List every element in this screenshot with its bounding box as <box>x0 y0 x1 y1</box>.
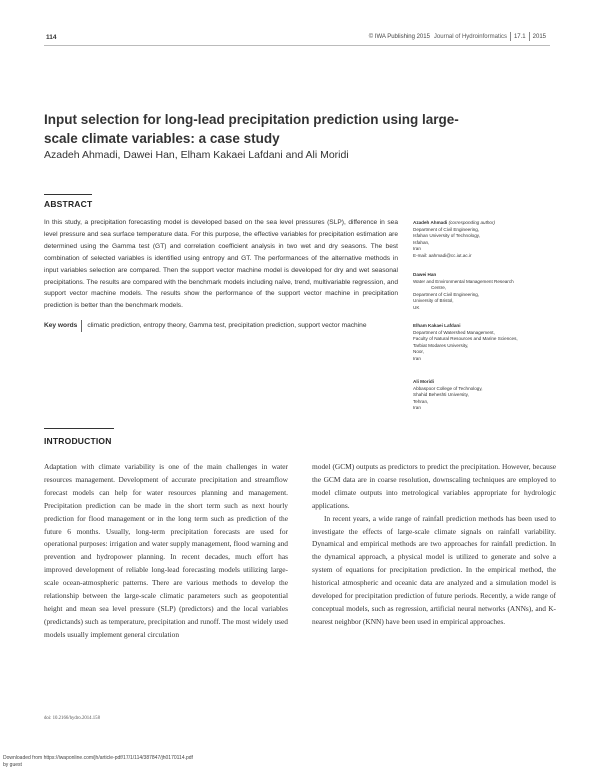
keywords-divider <box>81 320 82 332</box>
page-number: 114 <box>46 34 57 41</box>
affiliation-line: Department of Civil Engineering, <box>413 291 480 297</box>
affiliation-line: Shahid Beheshti University, <box>413 392 469 398</box>
affiliation-1 <box>413 220 563 260</box>
affiliation-line: Department of Civil Engineering, <box>413 226 480 232</box>
affiliation-line: Tarbiat Modares University, <box>413 342 469 348</box>
body-paragraph: Adaptation with climate variability is one of the main challenges in water resources management. Development of accurate precipitation and streamflow forecast models can help for water resources planning and management. Precipitation prediction can be made in the short term such as next hourly prediction for flood management or in the long term such as prediction of the future 6 months. Usually, long-term precipitation forecasts are used for operational purposes: irrigation and water supply management, flood warning and prevention and hydropower planning. In recent decades, much effort has improved development of reliable long-lead forecasting models utilizing large-scale ocean-atmospheric patterns. There are various methods to develop the relationship between the large-scale climatic parameters such as geopotential height and mean sea level pressure (SLP) (predictors) and the local variables (predictands) such as temperature, precipitation and runoff. The most widely used models usually implement general circulation <box>44 462 288 639</box>
affiliation-line: Centre, <box>431 285 447 291</box>
introduction-heading: INTRODUCTION <box>44 436 112 446</box>
affiliation-line: Iran <box>413 405 421 411</box>
journal-year: 2015 <box>532 33 546 40</box>
header-separator <box>510 32 511 41</box>
journal-header <box>369 32 546 41</box>
journal-volume: 17.1 <box>513 33 526 40</box>
affiliation-line: Faculty of Natural Resources and Marine Sciences, <box>413 336 518 342</box>
affiliation-line: Iran <box>413 355 421 361</box>
journal-name[interactable]: Journal of Hydroinformatics <box>433 33 507 40</box>
keywords-label: Key words <box>44 322 78 329</box>
download-note <box>3 755 193 768</box>
abstract-heading: ABSTRACT <box>44 199 93 209</box>
affiliation-line: Abbaspoor College of Technology, <box>413 385 483 391</box>
body-column-right <box>312 461 556 629</box>
affiliation-line: Isfahan University of Technology, <box>413 233 480 239</box>
download-guest: by guest <box>3 761 22 768</box>
body-paragraph: In recent years, a wide range of rainfall prediction methods has been used to investigate the effects of large-scale climate signals on rainfall variability. Dynamical and empirical methods are two approaches for rainfall prediction. In the dynamical approach, a physical model is utilized to generate and solve a system of equations for precipitation prediction. In the empirical method, the historical atmospheric and oceanic data are analyzed and a simulation model is developed for precipitation prediction of future periods. Recently, a wide range of conceptual models, such as regression, artificial neural networks (ANNs), and K-nearest neighbor (KNN) have been used in empirical approaches. <box>312 513 556 626</box>
body-column-left <box>44 461 288 642</box>
affiliation-line: Water and Environmental Management Research <box>413 278 514 284</box>
affiliation-name: Elham Kakaei Lafdani <box>413 323 461 328</box>
affiliation-line: Tehran, <box>413 398 429 404</box>
affiliation-line: Isfahan, <box>413 239 430 245</box>
copyright: © IWA Publishing 2015 <box>368 33 430 40</box>
affiliation-line: UK <box>413 304 420 310</box>
affiliation-4 <box>413 379 563 412</box>
affiliation-name: Dawei Han <box>413 272 437 277</box>
abstract-rule <box>44 194 92 195</box>
paper-title: Input selection for long-lead precipitation prediction using large-scale climate variables: a case study <box>44 112 459 146</box>
introduction-rule <box>44 428 114 429</box>
affiliation-role: (corresponding author) <box>448 220 496 225</box>
affiliation-email[interactable]: E-mail: aahmadi@cc.iut.ac.ir <box>413 252 472 258</box>
author-list: Azadeh Ahmadi, Dawei Han, Elham Kakaei Lafdani and Ali Moridi <box>44 149 349 161</box>
affiliation-line: Iran <box>413 246 421 252</box>
body-paragraph: model (GCM) outputs as predictors to predict the precipitation. However, because the GCM data are in coarse resolution, downscaling techniques are employed to model climate outputs into metrological variables appropriate for hydrologic applications. <box>312 462 556 510</box>
download-url[interactable]: Downloaded from https://iwaponline.com/jh/article-pdf/17/1/114/387847/jh0170114.pdf <box>3 755 193 761</box>
keywords <box>44 320 398 332</box>
affiliation-line: Noor, <box>413 349 424 355</box>
header-rule <box>44 45 550 46</box>
abstract-text: In this study, a precipitation forecasting model is developed based on the sea level pressures (SLP), difference in sea level pressure and sea surface temperature data. For this purpose, the effective variables for precipitation estimation are determined using the Gamma test (GT) and correlation coefficient analysis in two wet and dry seasons. The best combination of selected variables is identified using entropy and GT. The performances of the alternative methods in input variables selection are compared. Then the support vector machine model is developed for dry and wet seasonal precipitations. The results are compared with the benchmark models including naïve, trend, multivariable regression, and support vector machine models. The results show the performance of the support vector machine in precipitation prediction is better than the benchmark models. <box>44 219 398 310</box>
keywords-text: climatic prediction, entropy theory, Gamma test, precipitation prediction, support vector machine <box>87 322 367 329</box>
header-separator <box>529 32 530 41</box>
affiliation-name: Ali Moridi <box>413 379 434 384</box>
affiliation-name: Azadeh Ahmadi <box>413 220 448 225</box>
affiliation-line: University of Bristol, <box>413 298 454 304</box>
affiliation-3 <box>413 323 563 363</box>
affiliation-line: Department of Watershed Management, <box>413 329 495 335</box>
affiliation-2 <box>413 272 563 312</box>
doi[interactable]: doi: 10.2166/hydro.2014.158 <box>44 716 100 721</box>
